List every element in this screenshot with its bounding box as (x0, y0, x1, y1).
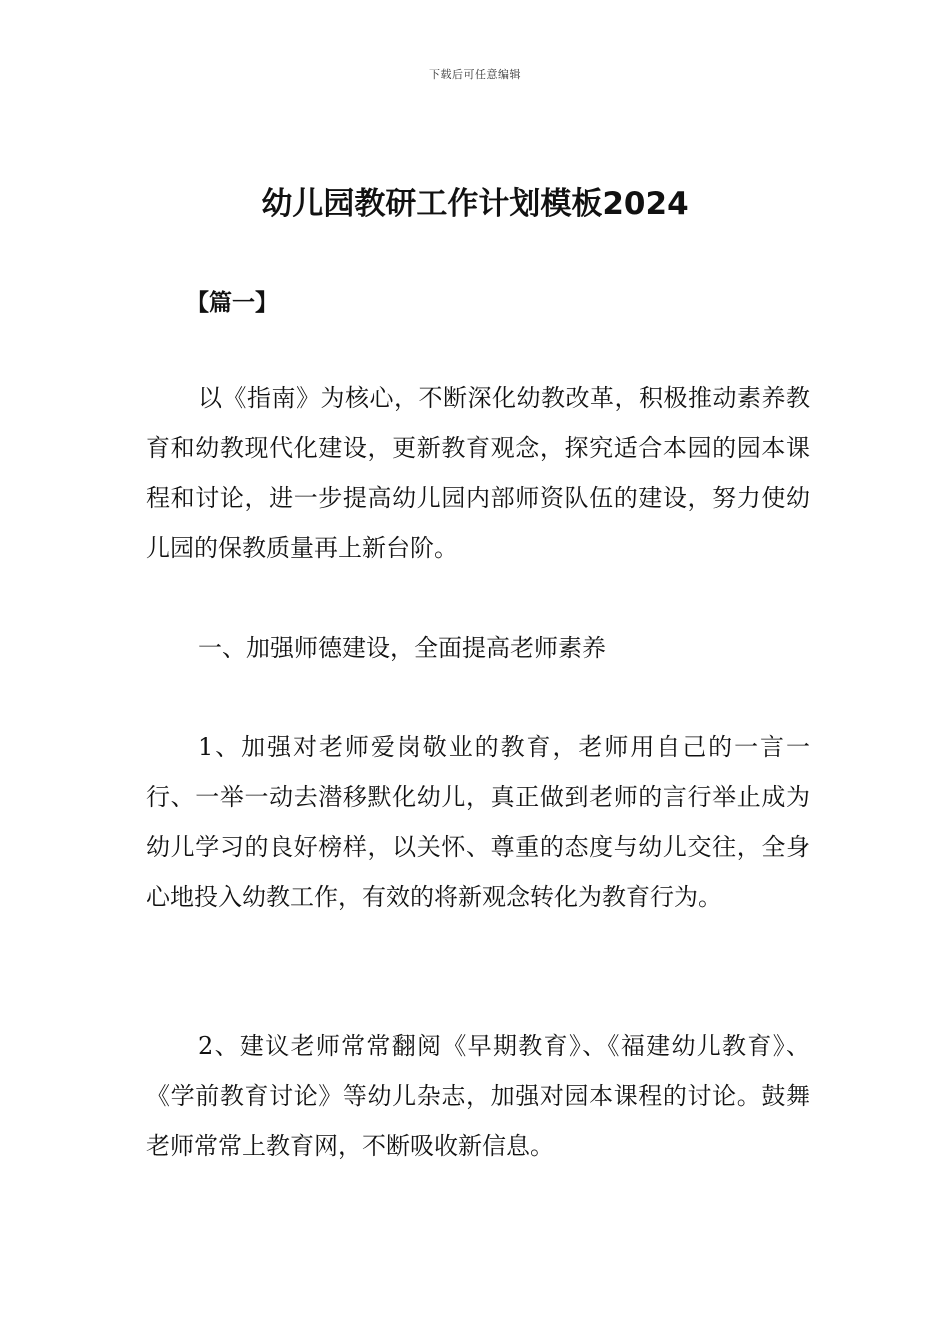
header-note: 下载后可任意编辑 (429, 68, 521, 81)
paragraph-heading-1: 一、加强师德建设，全面提高老师素养 (198, 634, 606, 662)
paragraph-item-1: 1、加强对老师爱岗敬业的教育，老师用自己的一言一行、一举一动去潜移默化幼儿，真正做到老师的言行举止成为幼儿学习的良好榜样，以关怀、尊重的态度与幼儿交往，全身心地投入幼教工作，有效的将新观念转化为教育行为。 (146, 733, 810, 911)
section-tag: 【篇一】 (186, 290, 278, 316)
paragraph-item-2: 2、建议老师常常翻阅《早期教育》、《福建幼儿教育》、《学前教育讨论》等幼儿杂志，加强对园本课程的讨论。鼓舞老师常常上教育网，不断吸收新信息。 (146, 1032, 810, 1160)
paragraph-intro: 以《指南》为核心，不断深化幼教改革，积极推动素养教育和幼教现代化建设，更新教育观念，探究适合本园的园本课程和讨论，进一步提高幼儿园内部师资队伍的建设，努力使幼儿园的保教质量再上新台阶。 (146, 384, 810, 562)
document-title: 幼儿园教研工作计划模板2024 (261, 186, 689, 222)
